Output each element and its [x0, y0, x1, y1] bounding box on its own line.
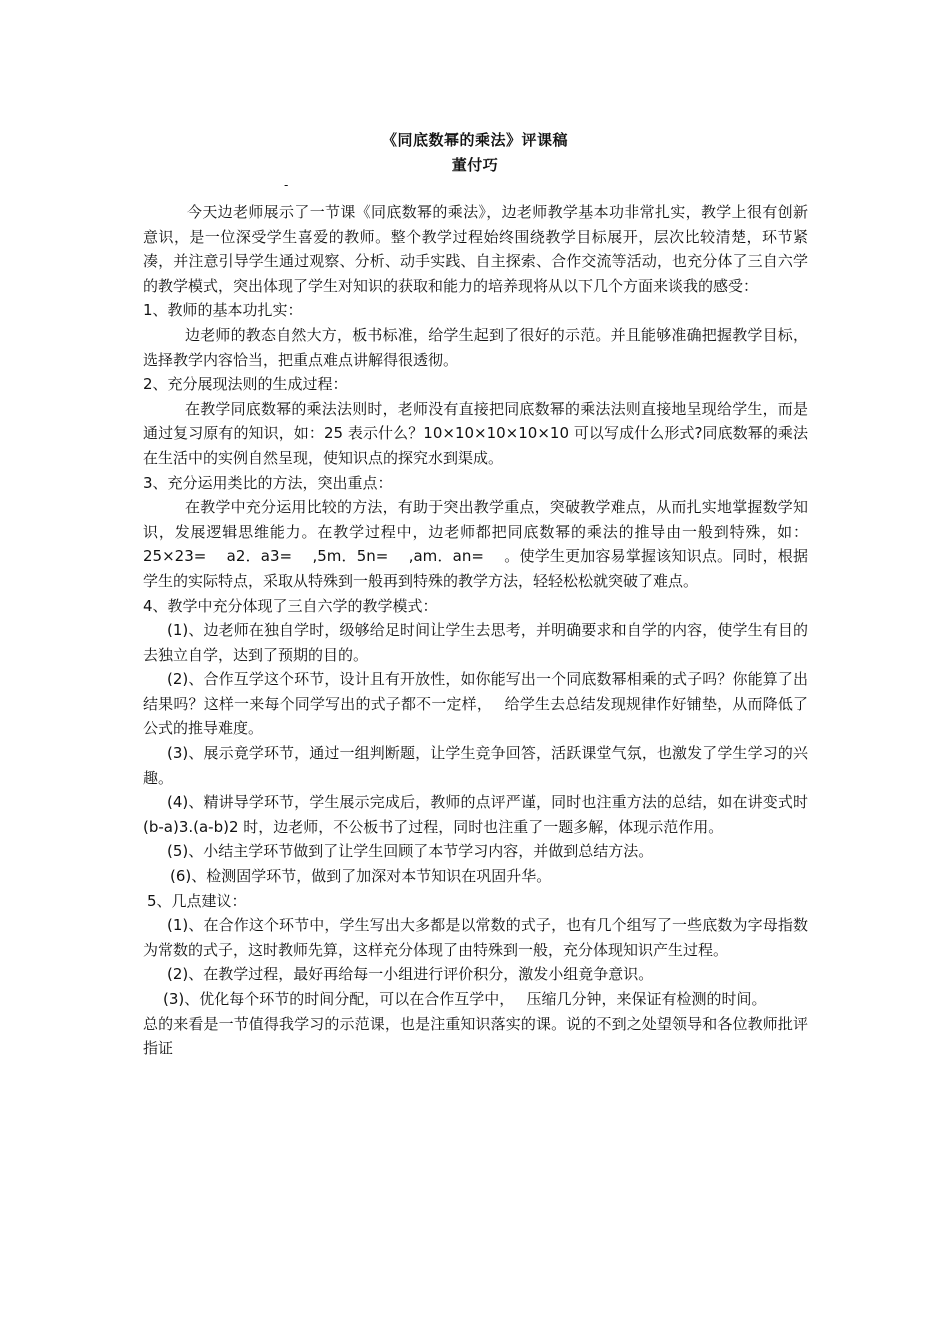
section-heading-2: 2、充分展现法则的生成过程：: [143, 375, 348, 394]
document-title: 《同底数幂的乘法》评课稿: [381, 131, 568, 149]
section-heading-3: 3、充分运用类比的方法，突出重点：: [143, 473, 393, 492]
document-author: 董付巧: [451, 156, 499, 174]
list-item: (3)、优化每个环节的时间分配，可以在合作互学中， 压缩几分钟，来保证有检测的时间。: [163, 990, 767, 1008]
list-item: (3)、展示竟学环节，通过一组判断题，让学生竞争回答，活跃课堂气氛，也激发了学生学习的兴趣。: [143, 744, 808, 787]
list-item: (2)、合作互学这个环节，设计且有开放性，如你能写出一个同底数幂相乘的式子吗？你能算了出结果吗？这样一来每个同学写出的式子都不一定样， 给学生去总结发现规律作好铺垫，从而降低了公式的推导难度。: [143, 670, 808, 738]
section-heading-5: 5、几点建议：: [147, 891, 247, 910]
intro-paragraph: 今天边老师展示了一节课《同底数幂的乘法》，边老师教学基本功非常扎实，教学上很有创新意识，是一位深受学生喜爱的教师。整个教学过程始终围绕教学目标展开，层次比较清楚，环节紧凑，并注意引导学生通过观察、分析、动手实践、自主探索、合作交流等活动，也充分体了三自六学的教学模式，突出体现了学生对知识的获取和能力的培养现将从以下几个方面来谈我的感受：: [143, 203, 808, 295]
section-paragraph-2: 在教学同底数幂的乘法法则时，老师没有直接把同底数幂的乘法法则直接地呈现给学生，而是通过复习原有的知识，如：25 表示什么？10×10×10×10×10 可以写成什么形式?同底数幂的乘法在生活中的实例自然呈现，使知识点的探究水到渠成。: [143, 399, 808, 467]
list-item: (1)、在合作这个环节中，学生写出大多都是以常数的式子，也有几个组写了一些底数为字母指数为常数的式子，这时教师先算，这样充分体现了由特殊到一般，充分体现知识产生过程。: [143, 916, 808, 959]
section-heading-4: 4、教学中充分体现了三自六学的教学模式：: [143, 596, 438, 615]
list-item: (4)、精讲导学环节，学生展示完成后，教师的点评严谨，同时也注重方法的总结，如在讲变式时(b-a)3.(a-b)2 时，边老师，不公板书了过程，同时也注重了一题多解，体现示范作用。: [143, 793, 808, 836]
list-item: (5)、小结主学环节做到了让学生回顾了本节学习内容，并做到总结方法。: [167, 842, 654, 861]
section-heading-1: 1、教师的基本功扎实：: [143, 301, 303, 320]
dash-mark: -: [284, 178, 289, 192]
list-item: (2)、在教学过程，最好再给每一小组进行评价积分，激发小组竟争意识。: [167, 965, 654, 984]
conclusion-paragraph: 总的来看是一节值得我学习的示范课，也是注重知识落实的课。说的不到之处望领导和各位教师批评指证: [143, 1014, 808, 1058]
section-paragraph-3: 在教学中充分运用比较的方法，有助于突出教学重点，突破教学难点，从而扎实地掌握数学知识，发展逻辑思维能力。在教学过程中，边老师都把同底数幂的乘法的推导由一般到特殊，如：25×23= a2．a3= ,5m．5n= ,am．an= 。使学生更加容易掌握该知识点。同时，根据学生的实际特点，采取从特殊到一般再到特殊的教学方法，轻轻松松就突破了难点。: [143, 498, 808, 590]
list-item: (1)、边老师在独自学时，级够给足时间让学生去思考，并明确要求和自学的内容，使学生有目的去独立自学，达到了预期的目的。: [143, 621, 808, 664]
list-item: (6)、检测固学环节，做到了加深对本节知识在巩固升华。: [170, 867, 552, 886]
section-paragraph-1: 边老师的教态自然大方，板书标准，给学生起到了很好的示范。并且能够准确把握教学目标，选择教学内容恰当，把重点难点讲解得很透彻。: [143, 325, 808, 369]
document-body: [143, 200, 808, 1061]
